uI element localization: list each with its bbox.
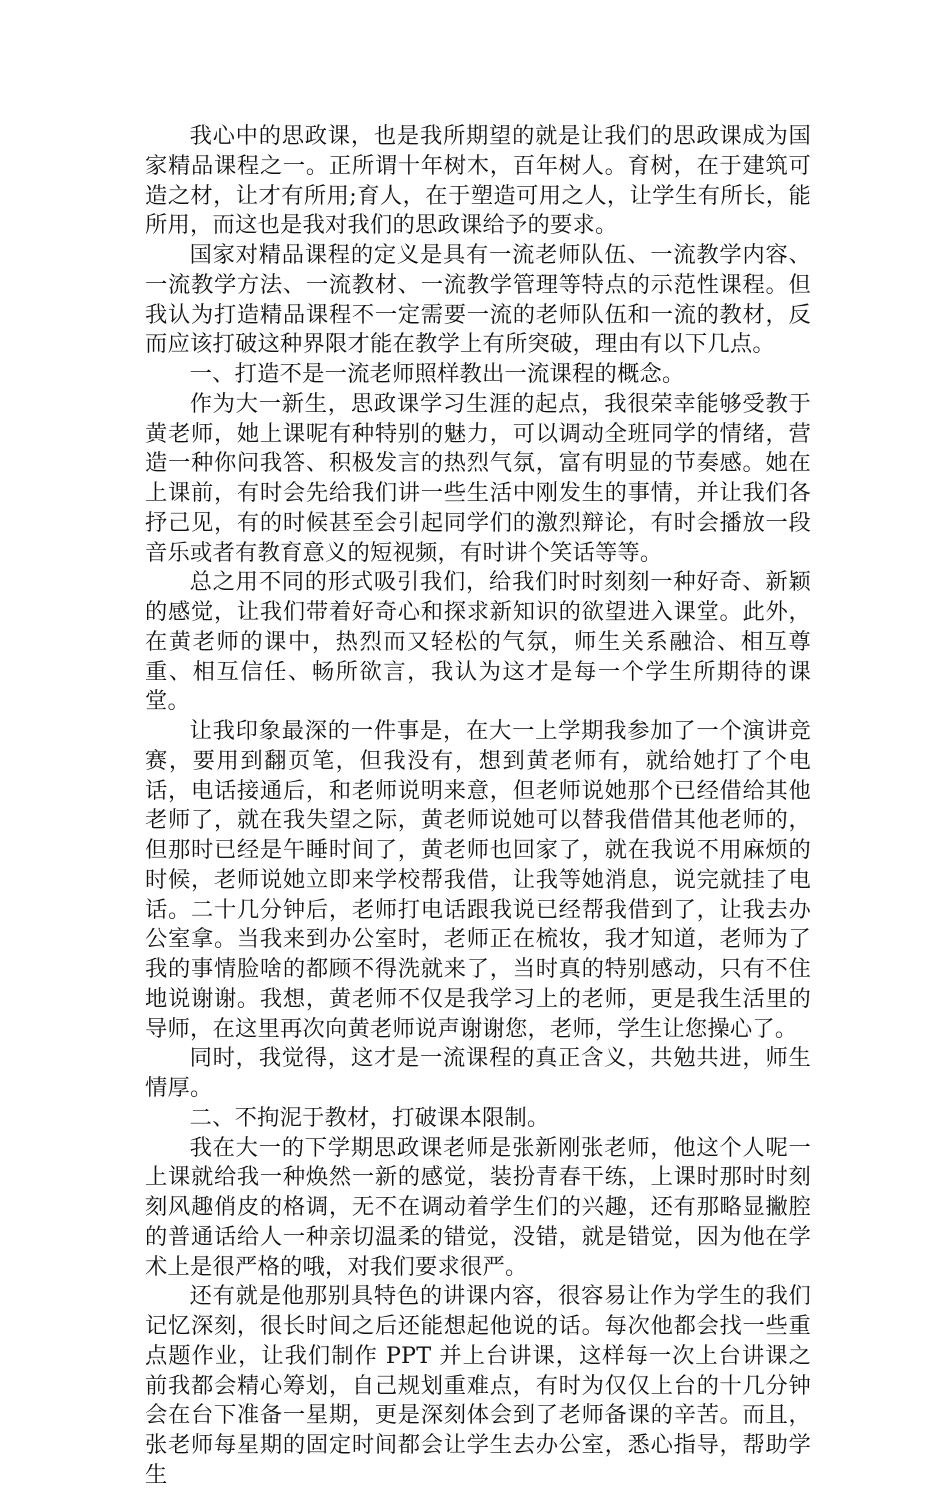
paragraph-4: 总之用不同的形式吸引我们，给我们时时刻刻一种好奇、新颖的感觉，让我们带着好奇心和探求新知识的欲望进入课堂。此外，在黄老师的课中，热烈而又轻松的气氛，师生关系融洽、相互尊重、相互信任、畅所欲言，我认为这才是每一个学生所期待的课堂。 xyxy=(145,569,811,715)
paragraph-3: 作为大一新生，思政课学习生涯的起点，我很荣幸能够受教于黄老师，她上课呢有种特别的魅力，可以调动全班同学的情绪，营造一种你问我答、积极发言的热烈气氛，富有明显的节奏感。她在上课前，有时会先给我们讲一些生活中刚发生的事情，并让我们各抒己见，有的时候甚至会引起同学们的激烈辩论，有时会播放一段音乐或者有教育意义的短视频，有时讲个笑话等等。 xyxy=(145,390,811,566)
section-heading-1: 一、打造不是一流老师照样教出一流课程的概念。 xyxy=(189,361,685,387)
section-heading-2: 二、不拘泥于教材，打破课本限制。 xyxy=(189,1104,550,1131)
document-page xyxy=(145,122,811,1491)
paragraph-7: 我在大一的下学期思政课老师是张新刚张老师，他这个人呢一上课就给我一种焕然一新的感觉，装扮青春干练，上课时那时时刻刻风趣俏皮的格调，无不在调动着学生们的兴趣，还有那略显撇腔的普通话给人一种亲切温柔的错觉，没错，就是错觉，因为他在学术上是很严格的哦，对我们要求很严。 xyxy=(145,1134,811,1280)
paragraph-1: 我心中的思政课，也是我所期望的就是让我们的思政课成为国家精品课程之一。正所谓十年树木，百年树人。育树，在于建筑可造之材，让才有所用;育人，在于塑造可用之人，让学生有所长，能所用，而这也是我对我们的思政课给予的要求。 xyxy=(145,123,811,239)
paragraph-6: 同时，我觉得，这才是一流课程的真正含义，共勉共进，师生情厚。 xyxy=(145,1045,811,1101)
paragraph-2: 国家对精品课程的定义是具有一流老师队伍、一流教学内容、一流教学方法、一流教材、一流教学管理等特点的示范性课程。但我认为打造精品课程不一定需要一流的老师队伍和一流的教材，反而应该打破这种界限才能在教学上有所突破，理由有以下几点。 xyxy=(145,242,811,358)
paragraph-5: 让我印象最深的一件事是，在大一上学期我参加了一个演讲竞赛，要用到翻页笔，但我没有，想到黄老师有，就给她打了个电话，电话接通后，和老师说明来意，但老师说她那个已经借给其他老师了，就在我失望之际，黄老师说她可以替我借借其他老师的，但那时已经是午睡时间了，黄老师也回家了，就在我说不用麻烦的时候，老师说她立即来学校帮我借，让我等她消息，说完就挂了电话。二十几分钟后，老师打电话跟我说已经帮我借到了，让我去办公室拿。当我来到办公室时，老师正在梳妆，我才知道，老师为了我的事情脸啥的都顾不得洗就来了，当时真的特别感动，只有不住地说谢谢。我想，黄老师不仅是我学习上的老师，更是我生活里的导师，在这里再次向黄老师说声谢谢您，老师，学生让您操心了。 xyxy=(145,718,811,1042)
paragraph-8: 还有就是他那别具特色的讲课内容，很容易让作为学生的我们记忆深刻，很长时间之后还能想起他说的话。每次他都会找一些重点题作业，让我们制作 PPT 并上台讲课，这样每一次上台讲课之前我都会精心筹划，自己规划重难点，有时为仅仅上台的十几分钟会在台下准备一星期，更是深刻体会到了老师备课的辛苦。而且，张老师每星期的固定时间都会让学生去办公室，悉心指导，帮助学生 xyxy=(145,1283,811,1488)
